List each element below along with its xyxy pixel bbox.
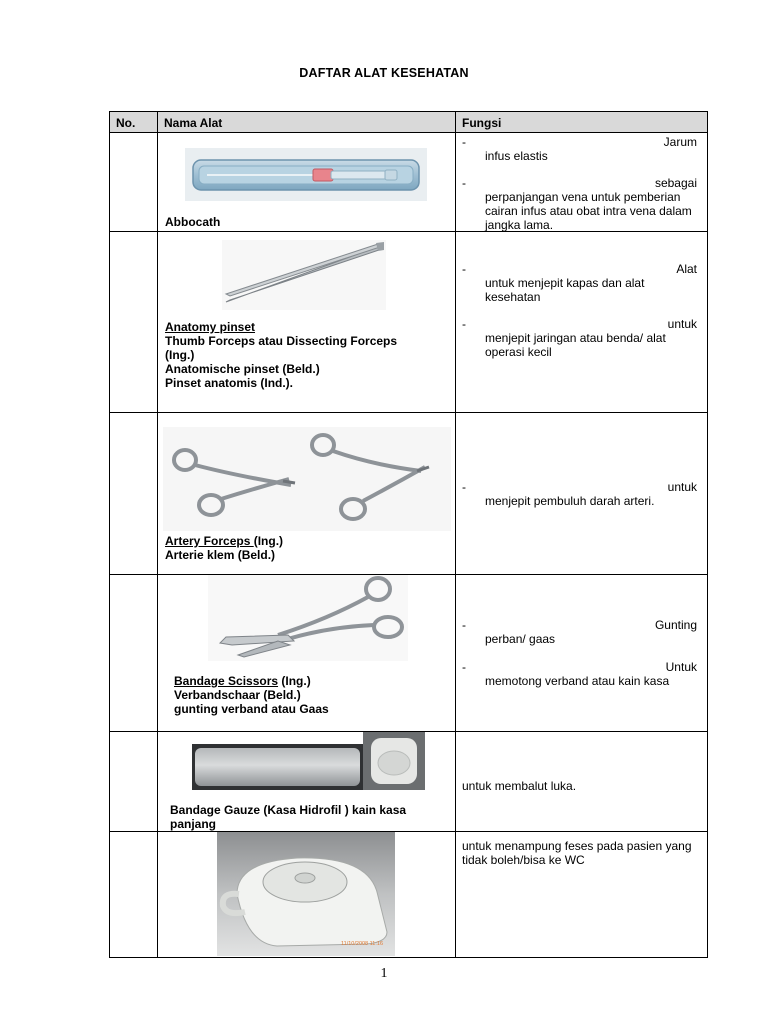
medical-tools-table [109, 111, 708, 958]
tool-name-cell [158, 575, 456, 732]
header-name: Nama Alat [158, 112, 456, 133]
function-item: - Alat untuk menjepit kapas dan alat kesehatan [462, 262, 697, 304]
tool-name-alt: panjang [170, 817, 217, 831]
table-row [110, 732, 708, 832]
tool-name-alt: gunting verband atau Gaas [174, 702, 329, 716]
tool-name-cell [158, 732, 456, 832]
row-number-cell [110, 732, 158, 832]
bandage-scissors-photo [208, 575, 408, 661]
tool-name-alt: Verbandschaar (Beld.) [174, 688, 301, 702]
document-title: DAFTAR ALAT KESEHATAN [299, 66, 469, 80]
table-row [110, 575, 708, 732]
function-item: - sebagai perpanjangan vena untuk pemberian cairan infus atau obat intra vena dalam jangka lama. [462, 176, 697, 232]
function-cell [456, 732, 708, 832]
row-number-cell [110, 133, 158, 232]
tool-name: Bandage Scissors (Ing.) [174, 674, 311, 688]
bedpan-photo [217, 832, 395, 956]
function-text: untuk membalut luka. [462, 779, 577, 793]
function-text: untuk menampung feses pada pasien yang tidak boleh/bisa ke WC [462, 839, 692, 867]
row-number-cell [110, 832, 158, 958]
header-no: No. [110, 112, 158, 133]
tool-name-cell [158, 133, 456, 232]
function-item: - Untuk memotong verband atau kain kasa [462, 660, 697, 688]
tool-name: Bandage Gauze (Kasa Hidrofil ) kain kasa [170, 803, 407, 817]
row-number-cell [110, 232, 158, 413]
tool-name-cell [158, 832, 456, 958]
function-cell [456, 832, 708, 958]
tool-name-alt: (Ing.) [165, 348, 195, 362]
table-row [110, 232, 708, 413]
tool-name-alt: Arterie klem (Beld.) [165, 548, 276, 562]
row-number-cell [110, 413, 158, 575]
function-item: - untuk menjepit jaringan atau benda/ alat operasi kecil [462, 317, 697, 359]
tool-name-cell [158, 232, 456, 413]
table-row [110, 413, 708, 575]
tool-name-alt: Pinset anatomis (Ind.). [165, 376, 294, 390]
artery-forceps-photo [163, 427, 451, 531]
tool-name: Anatomy pinset [165, 320, 256, 334]
photo-timestamp: 11/10/2008 11:16 [341, 941, 384, 947]
tweezers-photo [222, 240, 386, 310]
row-number-cell [110, 575, 158, 732]
function-item: - untuk menjepit pembuluh darah arteri. [462, 480, 697, 508]
tool-name-alt: Anatomische pinset (Beld.) [165, 362, 320, 376]
tool-name-cell [158, 413, 456, 575]
function-item: - Gunting perban/ gaas [462, 618, 697, 646]
header-function: Fungsi [456, 112, 708, 133]
tool-name-alt: Thumb Forceps atau Dissecting Forceps [165, 334, 398, 348]
gauze-roll-photo [363, 732, 425, 790]
table-row [110, 832, 708, 958]
function-cell [456, 232, 708, 413]
gauze-roll-photo [192, 744, 363, 790]
function-item: - Jarum infus elastis [462, 135, 697, 163]
iv-catheter-photo [185, 148, 427, 201]
function-cell [456, 575, 708, 732]
function-cell [456, 413, 708, 575]
table-header-row [110, 112, 708, 133]
tool-name: Abbocath [165, 215, 221, 229]
page-number: 1 [380, 966, 388, 981]
tool-name: Artery Forceps (Ing.) [165, 534, 284, 548]
function-cell [456, 133, 708, 232]
table-row [110, 133, 708, 232]
